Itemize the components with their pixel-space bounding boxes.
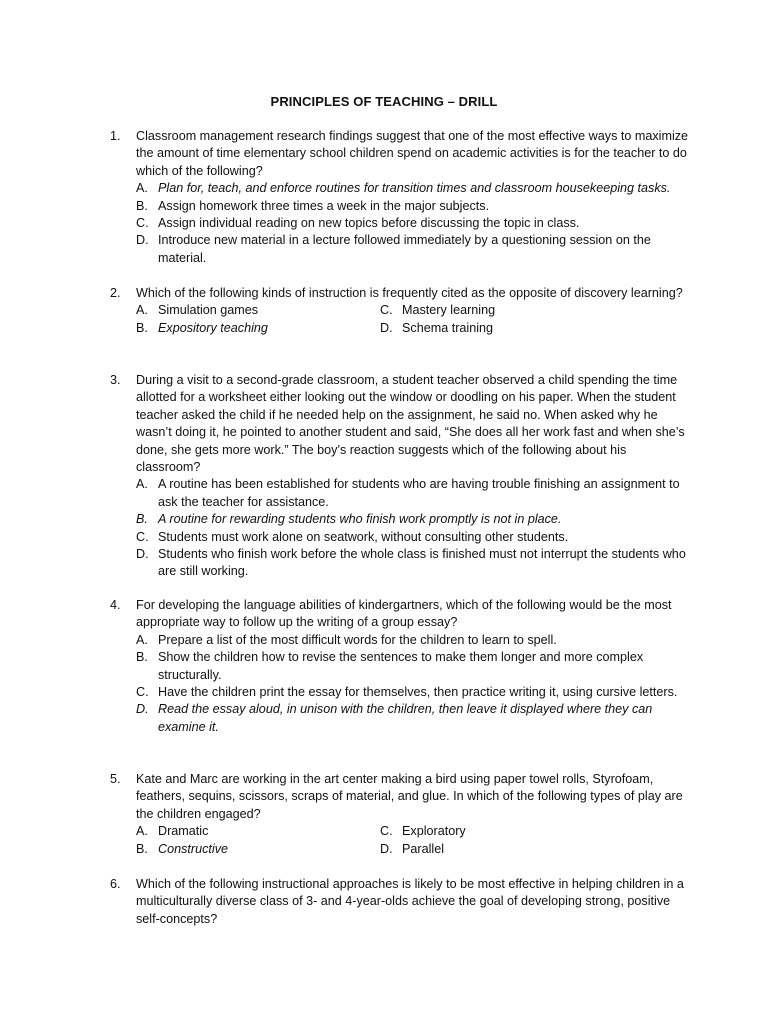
option-text: A routine has been established for students who are having trouble finishing an assignment to ask the teacher for assistance.	[158, 477, 680, 509]
option-letter: B.	[136, 841, 148, 856]
option-text: Students must work alone on seatwork, without consulting other students.	[158, 529, 569, 544]
option-b	[110, 841, 380, 858]
answer-options	[110, 476, 690, 580]
option-text: Introduce new material in a lecture followed immediately by a questioning session on the material.	[158, 233, 651, 265]
option-letter: D.	[136, 233, 149, 248]
question-number: 5.	[110, 772, 121, 786]
option-d	[110, 546, 690, 581]
option-a	[110, 823, 380, 840]
option-letter: B.	[136, 512, 148, 527]
option-text: Have the children print the essay for themselves, then practice writing it, using cursive letters.	[158, 685, 678, 700]
question-number: 1.	[110, 129, 121, 143]
option-d	[110, 232, 690, 267]
option-text: Constructive	[158, 841, 228, 856]
option-text: Plan for, teach, and enforce routines for transition times and classroom housekeeping tasks.	[158, 181, 671, 196]
question-text: Which of the following instructional approaches is likely to be most effective in helping children in a multiculturally diverse class of 3- and 4-year-olds achieve the goal of developing strong, positive self-concepts?	[136, 877, 684, 926]
option-letter: A.	[136, 477, 148, 492]
option-text: Assign individual reading on new topics before discussing the topic in class.	[158, 216, 580, 231]
question-5	[110, 771, 690, 858]
question-1	[110, 128, 690, 267]
option-b	[110, 198, 690, 215]
option-c	[110, 215, 690, 232]
option-c	[110, 529, 690, 546]
option-text: Assign homework three times a week in the major subjects.	[158, 198, 490, 213]
option-text: Students who finish work before the whole class is finished must not interrupt the students who are still working.	[158, 547, 686, 579]
option-text: Show the children how to revise the sentences to make them longer and more complex structurally.	[158, 650, 644, 682]
option-letter: C.	[380, 303, 393, 318]
option-text: Simulation games	[158, 303, 259, 318]
option-b	[110, 649, 690, 684]
option-a	[110, 476, 690, 511]
question-text: Which of the following kinds of instruction is frequently cited as the opposite of discovery learning?	[136, 286, 683, 300]
question-3	[110, 372, 690, 581]
option-letter: A.	[136, 181, 148, 196]
question-4	[110, 597, 690, 736]
option-text: Mastery learning	[402, 303, 496, 318]
question-number: 2.	[110, 286, 121, 300]
option-text: Read the essay aloud, in unison with the children, then leave it displayed where they can examine it.	[158, 702, 653, 734]
question-text: For developing the language abilities of kindergartners, which of the following would be the most appropriate way to follow up the writing of a group essay?	[136, 598, 672, 630]
option-text: Schema training	[402, 320, 494, 335]
option-text: Expository teaching	[158, 320, 268, 335]
question-number: 4.	[110, 598, 121, 612]
option-letter: A.	[136, 632, 148, 647]
option-a	[110, 180, 690, 197]
question-text: During a visit to a second-grade classroom, a student teacher observed a child spending the time allotted for a worksheet either looking out the window or doodling on his paper. When the student teacher asked the child if he needed help on the assignment, he said no. When asked why he wasn’t doing it, he pointed to another student and said, “She does all her work fast and when she’s done, she gets more work.” The boy’s reaction suggests which of the following about his classroom?	[136, 373, 685, 475]
question-number: 3.	[110, 373, 121, 387]
option-a	[110, 632, 690, 649]
option-letter: B.	[136, 650, 148, 665]
option-text: Exploratory	[402, 824, 466, 839]
option-c	[380, 823, 650, 840]
option-letter: B.	[136, 198, 148, 213]
question-2	[110, 285, 690, 337]
question-text: Kate and Marc are working in the art center making a bird using paper towel rolls, Styrofoam, feathers, sequins, scissors, scraps of material, and glue. In which of the following types of play are the children engaged?	[136, 772, 683, 821]
option-text: A routine for rewarding students who finish work promptly is not in place.	[158, 512, 562, 527]
question-6	[110, 876, 690, 928]
answer-options	[110, 632, 690, 736]
option-b	[110, 511, 690, 528]
option-b	[110, 320, 380, 337]
option-d	[380, 841, 650, 858]
option-letter: B.	[136, 320, 148, 335]
answer-options	[110, 180, 690, 267]
option-d	[380, 320, 650, 337]
option-letter: D.	[136, 702, 149, 717]
option-text: Prepare a list of the most difficult words for the children to learn to spell.	[158, 632, 557, 647]
document-title: PRINCIPLES OF TEACHING – DRILL	[270, 94, 498, 109]
option-letter: C.	[380, 824, 393, 839]
question-text: Classroom management research findings suggest that one of the most effective ways to maximize the amount of time elementary school children spend on academic activities is for the teacher to do which of the following?	[136, 129, 689, 178]
answer-options	[110, 823, 690, 858]
option-letter: C.	[136, 685, 149, 700]
option-letter: D.	[380, 841, 393, 856]
option-letter: A.	[136, 824, 148, 839]
option-c	[380, 302, 650, 319]
option-letter: D.	[136, 547, 149, 562]
option-a	[110, 302, 380, 319]
option-letter: D.	[380, 320, 393, 335]
option-letter: A.	[136, 303, 148, 318]
option-d	[110, 701, 690, 736]
answer-options	[110, 302, 690, 337]
question-number: 6.	[110, 877, 121, 891]
option-letter: C.	[136, 216, 149, 231]
option-letter: C.	[136, 529, 149, 544]
option-c	[110, 684, 690, 701]
option-text: Dramatic	[158, 824, 209, 839]
option-text: Parallel	[402, 841, 444, 856]
